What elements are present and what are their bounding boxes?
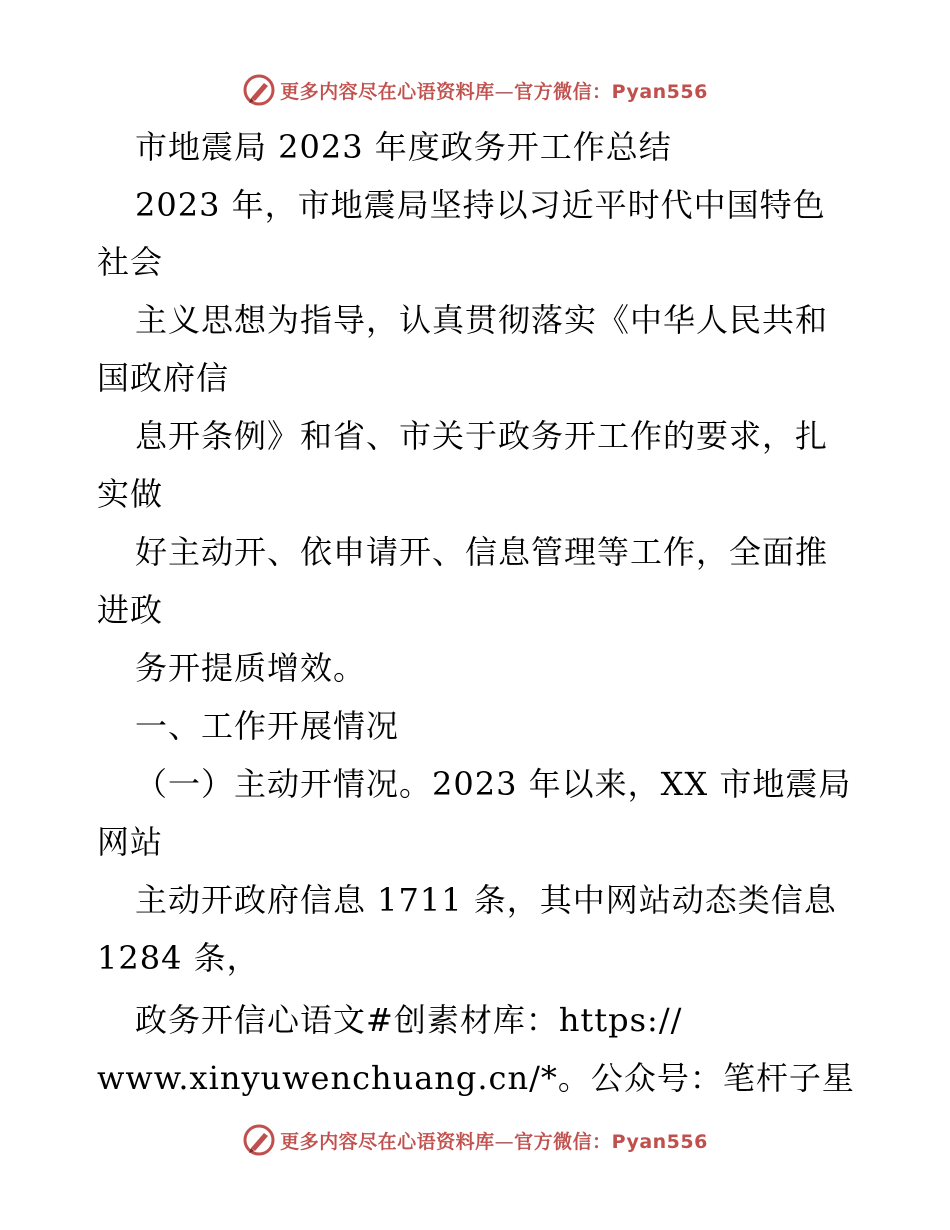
footer-watermark-banner (0, 1120, 950, 1160)
paragraph-line: 社会 (97, 243, 164, 281)
paragraph-line: （一）主动开情况。2023 年以来，XX 市地震局 (135, 765, 852, 803)
paragraph-line: 好主动开、依申请开、信息管理等工作，全面推 (135, 533, 829, 571)
paragraph-line: 息开条例》和省、市关于政务开工作的要求，扎 (135, 417, 829, 455)
paragraph-line: www.xinyuwenchuang.cn/*。公众号：笔杆子星 (97, 1059, 855, 1097)
paragraph-line: 主义思想为指导，认真贯彻落实《中华人民共和 (135, 301, 829, 339)
paragraph-line: 实做 (97, 475, 164, 513)
watermark-text: 更多内容尽在心语资料库—官方微信：Pyan556 (280, 80, 708, 103)
paragraph-line: 2023 年，市地震局坚持以习近平时代中国特色 (135, 186, 826, 224)
document-title: 市地震局 2023 年度政务开工作总结 (135, 128, 672, 166)
paragraph-line: 1284 条， (97, 939, 260, 977)
paragraph-line: 务开提质增效。 (135, 649, 367, 687)
paragraph-line: 政务开信心语文#创素材库：https:// (135, 1001, 683, 1039)
pen-logo-icon (242, 1123, 276, 1157)
paragraph-line: 国政府信 (97, 359, 230, 397)
paragraph-line: 进政 (97, 591, 164, 629)
paragraph-line: 网站 (97, 823, 164, 861)
paragraph-line: 主动开政府信息 1711 条，其中网站动态类信息 (135, 881, 837, 919)
watermark-text: 更多内容尽在心语资料库—官方微信：Pyan556 (280, 1130, 708, 1153)
section-heading: 一、工作开展情况 (135, 707, 400, 745)
